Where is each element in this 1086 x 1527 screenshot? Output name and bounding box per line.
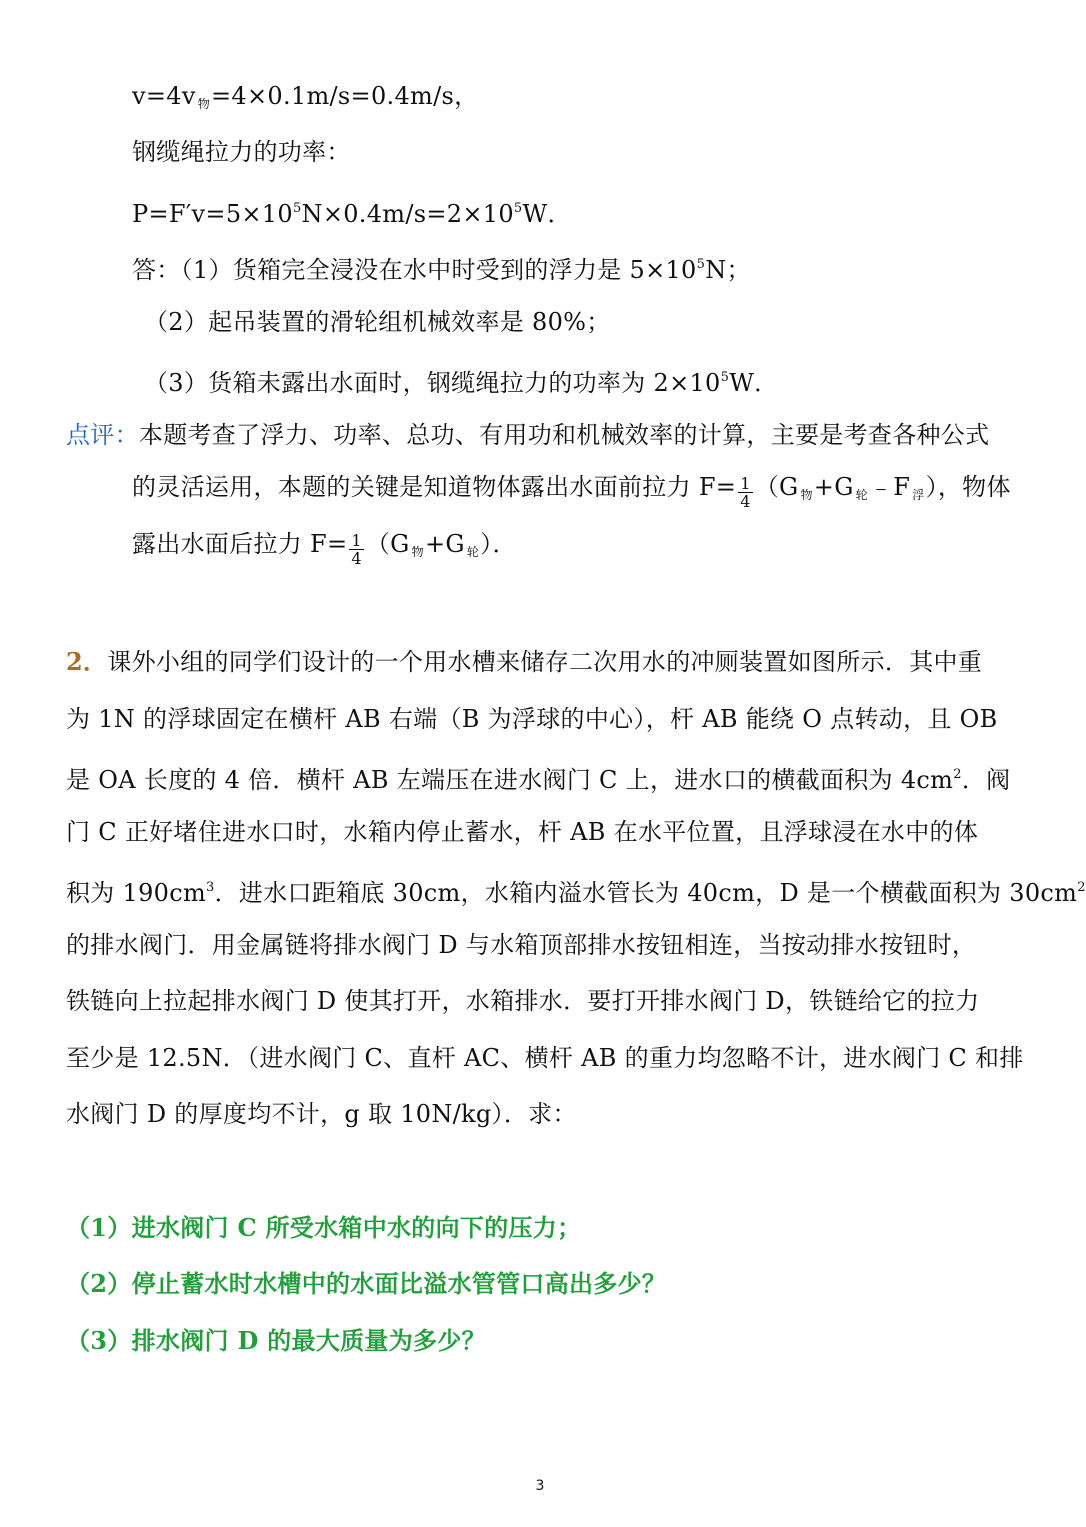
power-formula: $P=F'v=5\times 10^5N\times 0.4m/s=2\times 10^5W$．	[132, 200, 572, 228]
problem-line-9: 水阀门 D 的厚度均不计，g 取 10N/kg）．求：	[66, 1100, 577, 1128]
answer-2: （2）起吊装置的滑轮组机械效率是 80%；	[144, 308, 611, 336]
speed-line: v=4v $_物$=4×0.1m/s=0.4m/s，	[132, 82, 479, 111]
power-heading: 钢缆绳拉力的功率：	[132, 138, 351, 166]
problem-line-8: 至少是 12.5N．（进水阀门 C、直杆 AC、横杆 AB 的重力均忽略不计，进水阀门 C 和排	[66, 1044, 1024, 1072]
comment-label: 点评：	[66, 421, 139, 449]
answer-3: （3）货箱未露出水面时，钢缆绳拉力的功率为 $2\times 10^5W$．	[144, 369, 779, 397]
problem-line-4: 门 C 正好堵住进水口时，水箱内停止蓄水，杆 AB 在水平位置，且浮球浸在水中的体	[66, 818, 979, 846]
problem-line-7: 铁链向上拉起排水阀门 D 使其打开，水箱排水．要打开排水阀门 D，铁链给它的拉力	[66, 987, 980, 1015]
answer-1: 答：（1）货箱完全浸没在水中时受到的浮力是 $5\times 10^5N$；	[132, 256, 751, 284]
comment-line-1: 点评：本题考查了浮力、功率、总功、有用功和机械效率的计算，主要是考查各种公式	[66, 421, 990, 449]
comment-line-2: 的灵活运用，本题的关键是知道物体露出水面前拉力 F= $\frac{1}{4}$ （G $_物$+G $_轮$﹣F $_浮$），物体	[132, 473, 1011, 511]
problem-line-3: 是 OA 长度的 4 倍．横杆 AB 左端压在进水阀门 C 上，进水口的横截面积为 $4cm^2$．阀	[66, 766, 1011, 794]
comment-line-3: 露出水面后拉力 F= $\frac{1}{4}$ （G $_物$+G $_轮$）．	[132, 530, 517, 568]
question-2: （2）停止蓄水时水槽中的水面比溢水管管口高出多少？	[66, 1269, 667, 1298]
problem-line-6: 的排水阀门．用金属链将排水阀门 D 与水箱顶部排水按钮相连，当按动排水按钮时，	[66, 931, 977, 959]
question-3: （3）排水阀门 D 的最大质量为多少？	[66, 1326, 486, 1355]
page-number: 3	[535, 1478, 545, 1494]
fraction-one-quarter: $\frac{1}{4}$	[351, 531, 362, 568]
problem-line-1: 2．课外小组的同学们设计的一个用水槽来储存二次用水的冲厕装置如图所示．其中重	[66, 647, 983, 676]
problem-line-2: 为 1N 的浮球固定在横杆 AB 右端（B 为浮球的中心），杆 AB 能绕 O 点转动，且 OB	[66, 705, 998, 733]
problem-line-5: 积为 $190cm^3$．进水口距箱底 30cm，水箱内溢水管长为 40cm，D 是一个横截面积为 $30cm^2$	[66, 879, 1086, 907]
fraction-one-quarter: $\frac{1}{4}$	[740, 474, 751, 511]
question-1: （1）进水阀门 C 所受水箱中水的向下的压力；	[66, 1213, 582, 1242]
problem-number: 2．	[66, 647, 108, 676]
